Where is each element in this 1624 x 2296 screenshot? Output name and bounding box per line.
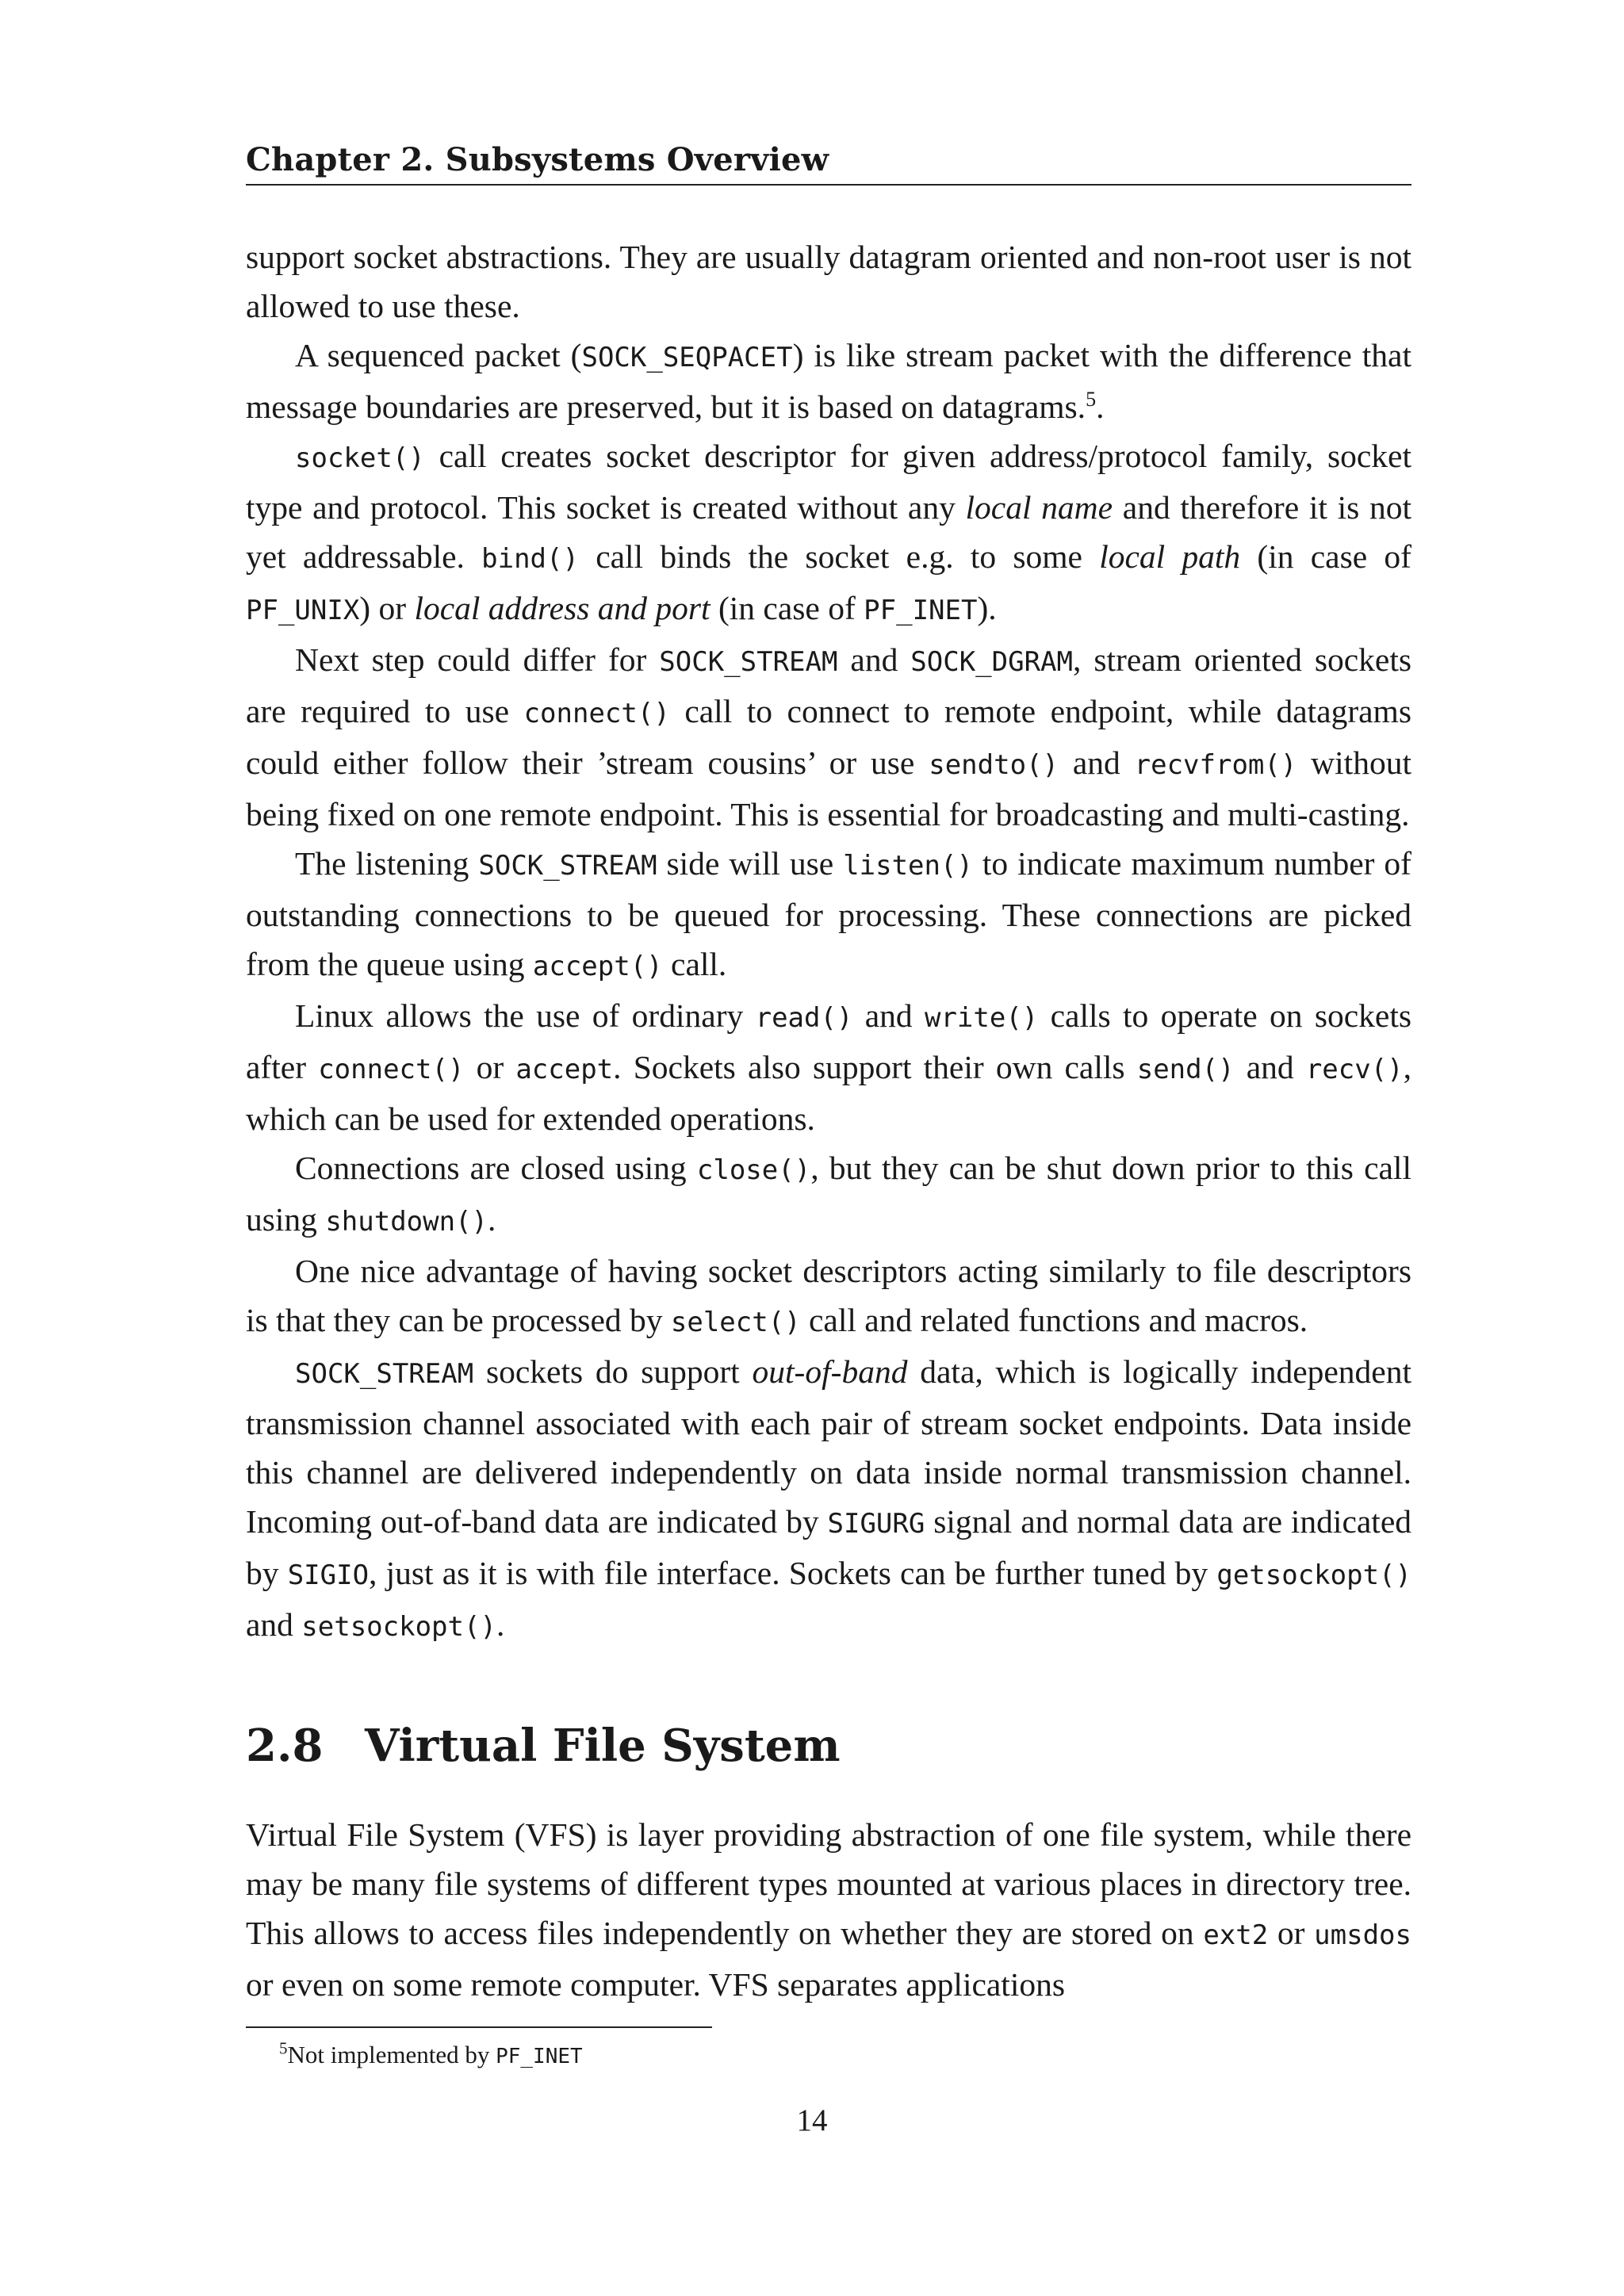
- code-term: accept(): [532, 951, 663, 982]
- footnote: [279, 2038, 583, 2074]
- paragraph-9: SOCK_STREAM sockets do support out-of-band data, which is logically independent transmission channel associated with each pair of stream socket endpoints. Data inside this channel are delivered independently on data inside normal transmission channel. Incoming out-of-band data are indicated by SIGURG signal and normal data are indicated by SIGIO, just as it is with file interface. Sockets can be further tuned by getsockopt() and setsockopt().: [246, 1353, 1412, 1643]
- page-number: 14: [796, 2103, 828, 2137]
- footnote-rule: [246, 2026, 712, 2028]
- code-term: SOCK_STREAM: [295, 1358, 474, 1390]
- code-term: SOCK_DGRAM: [910, 646, 1073, 678]
- paragraph-4: Next step could differ for SOCK_STREAM and SOCK_DGRAM, stream oriented sockets are required to use connect() call to connect to remote endpoint, while datagrams could either follow their ’stream cousins’ or use sendto() and recvfrom() without being fixed on one remote endpoint. This is essential for broadcasting and multi-casting.: [246, 641, 1411, 832]
- code-term: connect(): [523, 698, 670, 729]
- code-term: send(): [1136, 1054, 1235, 1085]
- italic-term: local path: [1099, 538, 1241, 575]
- section-heading: [246, 1718, 1411, 1774]
- code-term: shutdown(): [325, 1206, 488, 1238]
- code-term: SIGIO: [287, 1559, 370, 1591]
- paragraph-8: One nice advantage of having socket descriptors acting similarly to file descriptors is that they can be processed by select() call and related functions and macros.: [246, 1253, 1411, 1338]
- footnote-text: Not implemented by: [287, 2041, 496, 2068]
- code-term: PF_INET: [496, 2045, 583, 2068]
- code-term: read(): [755, 1002, 853, 1034]
- code-term: getsockopt(): [1216, 1559, 1411, 1591]
- code-term: sendto(): [929, 749, 1059, 781]
- code-term: SIGURG: [827, 1508, 925, 1540]
- code-term: umsdos: [1314, 1919, 1411, 1951]
- code-term: ext2: [1203, 1919, 1269, 1951]
- italic-term: out-of-band: [752, 1353, 908, 1390]
- italic-term: local address and port: [414, 590, 710, 626]
- paragraph-3: socket() call creates socket descriptor for given address/protocol family, socket type and protocol. This socket is created without any local name and therefore it is not yet addressable. bind() call binds the socket e.g. to some local path (in case of PF_UNIX) or local address and port (in case of PF_INET).: [246, 438, 1411, 626]
- code-term: accept: [515, 1054, 614, 1085]
- paragraph-7: Connections are closed using close(), but they can be shut down prior to this call using shutdown().: [246, 1150, 1411, 1238]
- section-number: 2.8: [246, 1720, 324, 1772]
- code-term: socket(): [295, 442, 425, 474]
- code-term: select(): [670, 1307, 801, 1338]
- code-term: SOCK_STREAM: [659, 646, 838, 678]
- code-term: PF_UNIX: [246, 595, 360, 626]
- code-term: SOCK_SEQPACET: [581, 342, 793, 373]
- italic-term: local name: [965, 489, 1113, 526]
- code-term: setsockopt(): [301, 1611, 496, 1643]
- code-term: bind(): [481, 543, 579, 575]
- footnote-reference: 5: [1086, 388, 1097, 411]
- paragraph-6: Linux allows the use of ordinary read() and write() calls to operate on sockets after connect() or accept. Sockets also support their own calls send() and recv(), which can be used for extended operations.: [246, 997, 1412, 1137]
- code-term: PF_INET: [864, 595, 978, 626]
- section-title: Virtual File System: [365, 1720, 841, 1772]
- code-term: SOCK_STREAM: [478, 850, 657, 882]
- body-text: [246, 232, 1411, 2009]
- code-term: connect(): [318, 1054, 465, 1085]
- paragraph-1: support socket abstractions. They are usually datagram oriented and non-root user is not allowed to use these.: [246, 239, 1411, 324]
- code-term: recv(): [1305, 1054, 1404, 1085]
- code-term: write(): [924, 1002, 1039, 1034]
- header-rule: [246, 184, 1411, 186]
- footnote-mark: 5: [279, 2038, 288, 2058]
- code-term: listen(): [843, 850, 973, 882]
- paragraph-2: A sequenced packet (SOCK_SEQPACET) is like stream packet with the difference that message boundaries are preserved, but it is based on datagrams.$^5$.: [246, 337, 1411, 425]
- running-header: Chapter 2. Subsystems Overview: [246, 141, 829, 178]
- paragraph-5: The listening SOCK_STREAM side will use listen() to indicate maximum number of outstanding connections to be queued for processing. These connections are picked from the queue using accept() call.: [246, 845, 1411, 982]
- code-term: close(): [696, 1154, 811, 1186]
- code-term: recvfrom(): [1134, 749, 1297, 781]
- paragraph-10: Virtual File System (VFS) is layer providing abstraction of one file system, while there may be many file systems of different types mounted at various places in directory tree. This allows to access files independently on whether they are stored on ext2 or umsdos or even on some remote computer. VFS separates applications: [246, 1816, 1411, 2003]
